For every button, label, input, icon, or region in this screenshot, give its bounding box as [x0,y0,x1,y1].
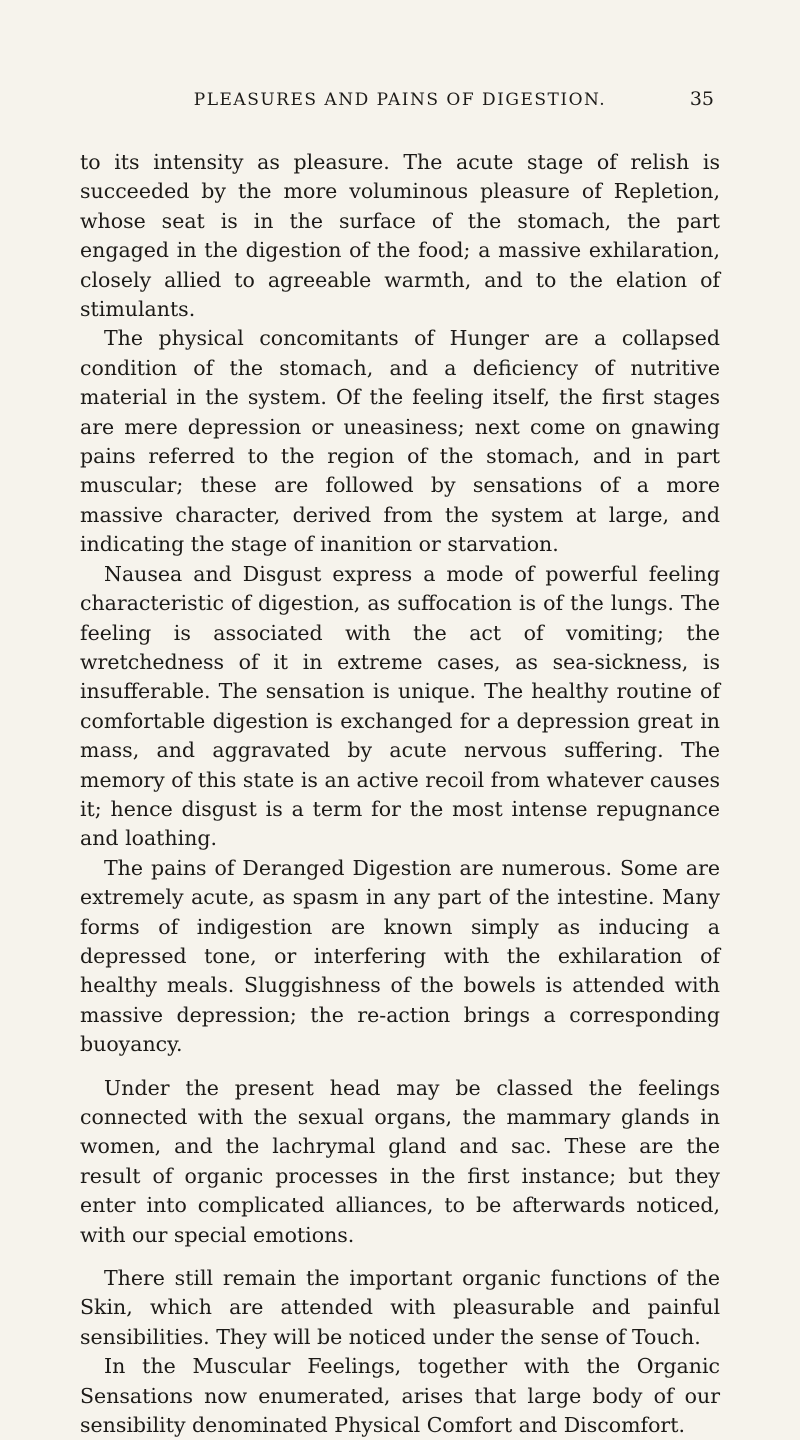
body-text [80,148,720,1440]
page-header [0,58,800,110]
paragraph-nausea: Nausea and Disgust express a mode of powerful feeling characteristic of digestion, as suffocation is of the lungs. The feeling is associated with the act of vomiting; the wretchedness of it in extreme cases, as sea-sickness, is insufferable. The sensation is unique. The healthy routine of comfortable digestion is exchanged for a depression great in mass, and aggravated by acute nervous suffering. The memory of this state is an active recoil from whatever causes it; hence disgust is a term for the most intense repugnance and loathing. [80,561,720,851]
running-head: PLEASURES AND PAINS OF DIGESTION. [193,90,607,110]
paragraph-physical-comfort: In the Muscular Feelings, together with the Organic Sensations now enumerated, arises that large body of our sensibility denominated Physical Comfort and Discomfort. [80,1354,720,1438]
paragraph-deranged-digestion: The pains of Deranged Digestion are numerous. Some are extremely acute, as spasm in any part of the intestine. Many forms of indigestion are known simply as inducing a depressed tone, or interfering with the exhilaration of healthy meals. Sluggishness of the bowels is attended with massive depression; the re-action brings a corresponding buoyancy. [80,855,720,1057]
page-number: 35 [689,88,714,110]
paragraph-hunger: The physical concomitants of Hunger are a collapsed condition of the stomach, and a deficiency of nutritive material in the system. Of the feeling itself, the first stages are mere depression or uneasiness; next come on gnawing pains referred to the region of the stomach, and in part muscular; these are followed by sensations of a more massive character, derived from the system at large, and indicating the stage of inanition or starvation. [80,326,720,557]
paragraph-sexual-organs: Under the present head may be classed the feelings connected with the sexual organs, the mammary glands in women, and the lachrymal gland and sac. These are the result of organic processes in the first instance; but they enter into complicated alliances, to be afterwards noticed, with our special emotions. [80,1075,720,1247]
paragraph-repletion: to its intensity as pleasure. The acute stage of relish is succeeded by the more voluminous pleasure of Repletion, whose seat is in the surface of the stomach, the part engaged in the digestion of the food; a massive exhilaration, closely allied to agreeable warmth, and to the elation of stimulants. [80,150,720,322]
paragraph-skin: There still remain the important organic functions of the Skin, which are attended with pleasurable and painful sensibilities. They will be noticed under the sense of Touch. [80,1266,720,1349]
